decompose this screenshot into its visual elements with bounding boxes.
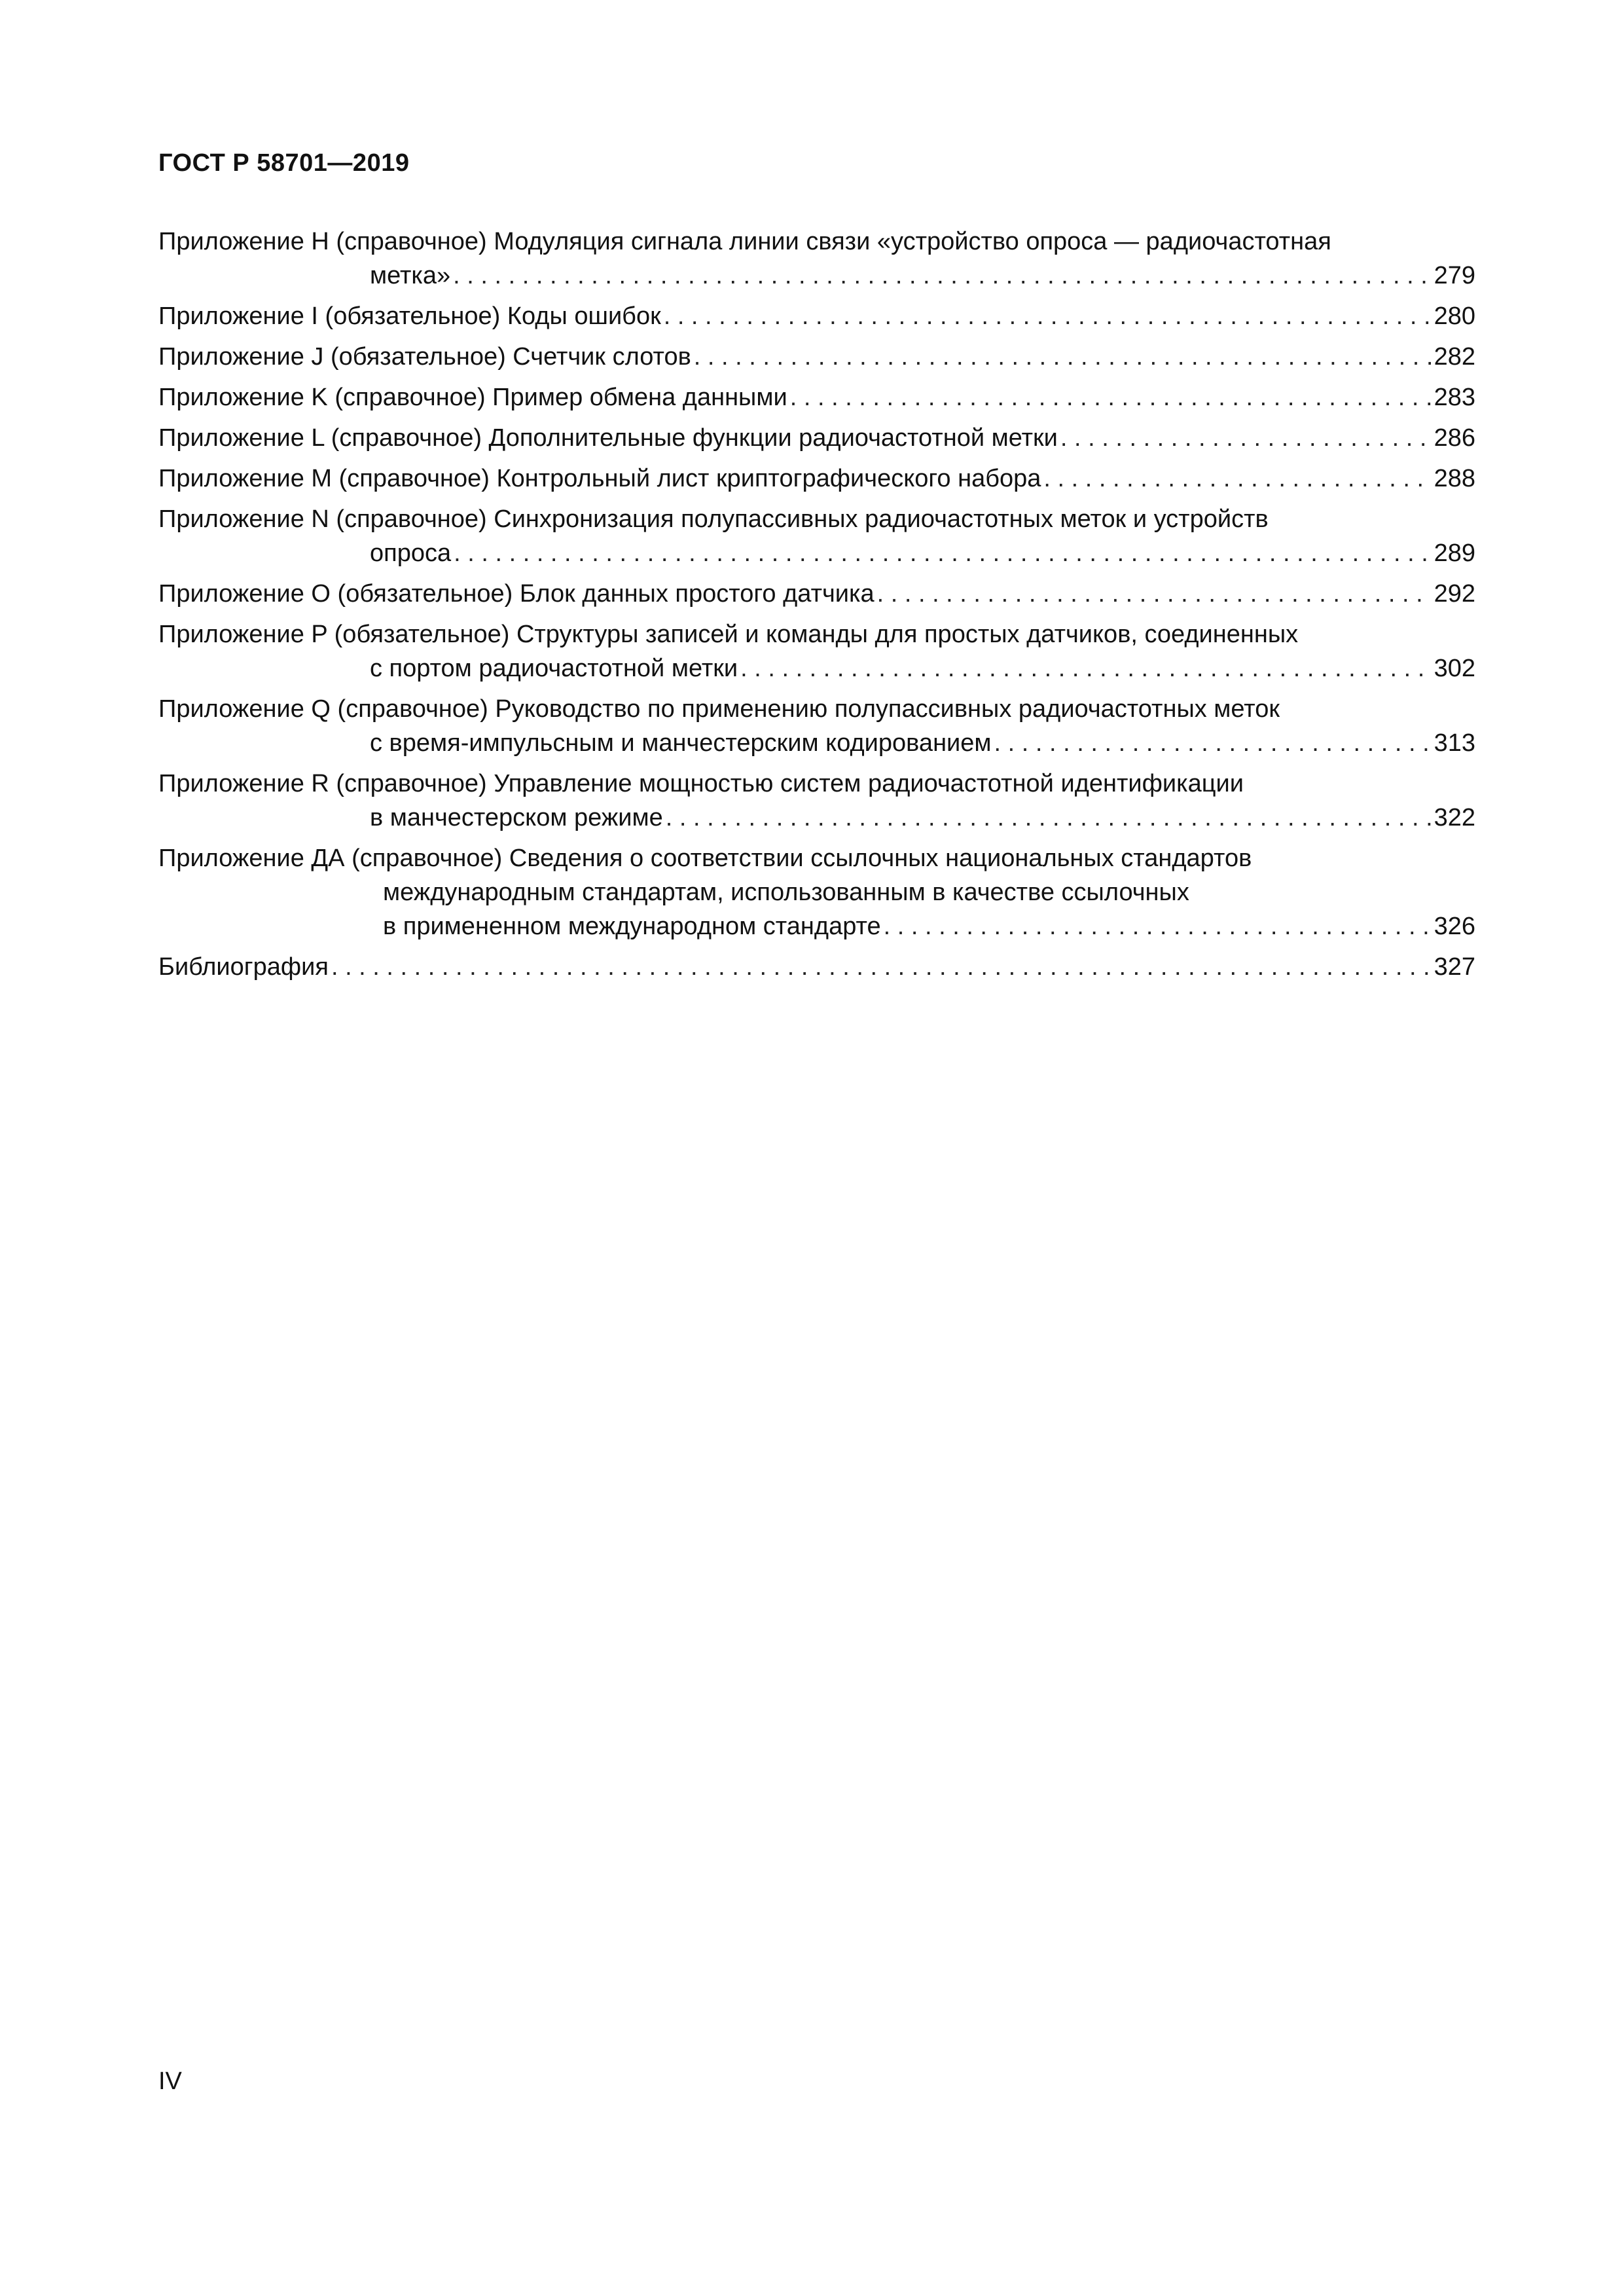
toc-line xyxy=(158,767,1475,801)
dot-leader xyxy=(1043,462,1431,496)
toc-entry-title-cont: в манчестерском режиме xyxy=(370,804,663,831)
toc-entry-appendix-o[interactable] xyxy=(158,577,1475,611)
dot-leader xyxy=(877,577,1432,611)
toc-entry-title-cont: международным стандартам, использованным в качестве ссылочных xyxy=(383,879,1189,906)
toc-entry-appendix-h[interactable] xyxy=(158,225,1475,293)
toc-entry-title-cont: в примененном международном стандарте xyxy=(383,913,881,940)
toc-line xyxy=(158,421,1475,455)
toc-entry-title-cont: с время-импульсным и манчестерским кодированием xyxy=(370,729,992,757)
toc-entry-title-cont: с портом радиочастотной метки xyxy=(370,655,738,682)
toc-entry-appendix-r[interactable] xyxy=(158,767,1475,835)
toc-page-number: 327 xyxy=(1434,953,1475,981)
toc-line xyxy=(158,692,1475,726)
dot-leader xyxy=(453,259,1431,293)
dot-leader xyxy=(790,380,1432,414)
dot-leader xyxy=(994,726,1432,760)
toc-page-number: 292 xyxy=(1434,580,1475,608)
toc-entry-appendix-k[interactable] xyxy=(158,380,1475,414)
toc-line xyxy=(158,577,1475,611)
toc-entry-appendix-i[interactable] xyxy=(158,299,1475,333)
toc-entry-title: Приложение P (обязательное) Структуры записей и команды для простых датчиков, соединенных xyxy=(158,621,1299,648)
toc-line xyxy=(158,502,1475,536)
toc-entry-title: Приложение O (обязательное) Блок данных простого датчика xyxy=(158,580,875,608)
dot-leader xyxy=(454,536,1431,570)
toc-line xyxy=(158,651,1475,685)
toc-line xyxy=(158,225,1475,259)
toc-entry-title: Приложение M (справочное) Контрольный лист криптографического набора xyxy=(158,465,1041,492)
toc-entry-appendix-l[interactable] xyxy=(158,421,1475,455)
toc-page-number: 326 xyxy=(1434,913,1475,940)
dot-leader xyxy=(664,299,1432,333)
toc-line xyxy=(158,340,1475,374)
dot-leader xyxy=(666,801,1432,835)
toc-entry-title: Приложение J (обязательное) Счетчик слотов xyxy=(158,343,691,371)
document-header: ГОСТ Р 58701—2019 xyxy=(158,149,410,177)
toc-entry-title-cont: метка» xyxy=(370,262,451,289)
toc-line xyxy=(158,299,1475,333)
toc-page-number: 282 xyxy=(1434,343,1475,371)
toc-page-number: 322 xyxy=(1434,804,1475,831)
toc-page-number: 288 xyxy=(1434,465,1475,492)
toc-line xyxy=(158,875,1475,909)
toc-page-number: 279 xyxy=(1434,262,1475,289)
dot-leader xyxy=(1060,421,1432,455)
toc-line xyxy=(158,617,1475,651)
toc-line xyxy=(158,380,1475,414)
toc-entry-appendix-p[interactable] xyxy=(158,617,1475,685)
toc-entry-bibliography[interactable] xyxy=(158,950,1475,984)
toc-line xyxy=(158,801,1475,835)
toc-entry-title: Приложение I (обязательное) Коды ошибок xyxy=(158,302,661,330)
toc-entry-appendix-j[interactable] xyxy=(158,340,1475,374)
toc-entry-title-cont: опроса xyxy=(370,539,452,567)
toc-entry-title: Приложение H (справочное) Модуляция сигнала линии связи «устройство опроса — радиочастотная xyxy=(158,228,1331,255)
toc-line xyxy=(158,950,1475,984)
dot-leader xyxy=(331,950,1432,984)
toc-entry-title: Приложение Q (справочное) Руководство по применению полупассивных радиочастотных меток xyxy=(158,695,1280,723)
toc-entry-appendix-m[interactable] xyxy=(158,462,1475,496)
toc-entry-title: Приложение R (справочное) Управление мощностью систем радиочастотной идентификации xyxy=(158,770,1244,797)
toc-page-number: 302 xyxy=(1434,655,1475,682)
toc-line xyxy=(158,909,1475,943)
toc-entry-appendix-n[interactable] xyxy=(158,502,1475,570)
dot-leader xyxy=(884,909,1432,943)
toc-entry-title: Приложение ДА (справочное) Сведения о соответствии ссылочных национальных стандартов xyxy=(158,845,1252,872)
toc-entry-title: Приложение N (справочное) Синхронизация полупассивных радиочастотных меток и устройств xyxy=(158,505,1269,533)
dot-leader xyxy=(694,340,1432,374)
toc-page-number: 286 xyxy=(1434,424,1475,452)
toc-line xyxy=(158,259,1475,293)
table-of-contents xyxy=(158,225,1475,991)
toc-page-number: 280 xyxy=(1434,302,1475,330)
page-number: IV xyxy=(158,2068,182,2095)
toc-entry-title: Приложение K (справочное) Пример обмена данными xyxy=(158,384,787,411)
toc-page-number: 313 xyxy=(1434,729,1475,757)
toc-line xyxy=(158,841,1475,875)
toc-entry-appendix-q[interactable] xyxy=(158,692,1475,760)
toc-entry-title: Библиография xyxy=(158,953,329,981)
toc-entry-title: Приложение L (справочное) Дополнительные функции радиочастотной метки xyxy=(158,424,1058,452)
toc-page-number: 283 xyxy=(1434,384,1475,411)
toc-page-number: 289 xyxy=(1434,539,1475,567)
dot-leader xyxy=(740,651,1431,685)
toc-line xyxy=(158,726,1475,760)
toc-line xyxy=(158,536,1475,570)
toc-line xyxy=(158,462,1475,496)
toc-entry-appendix-da[interactable] xyxy=(158,841,1475,943)
